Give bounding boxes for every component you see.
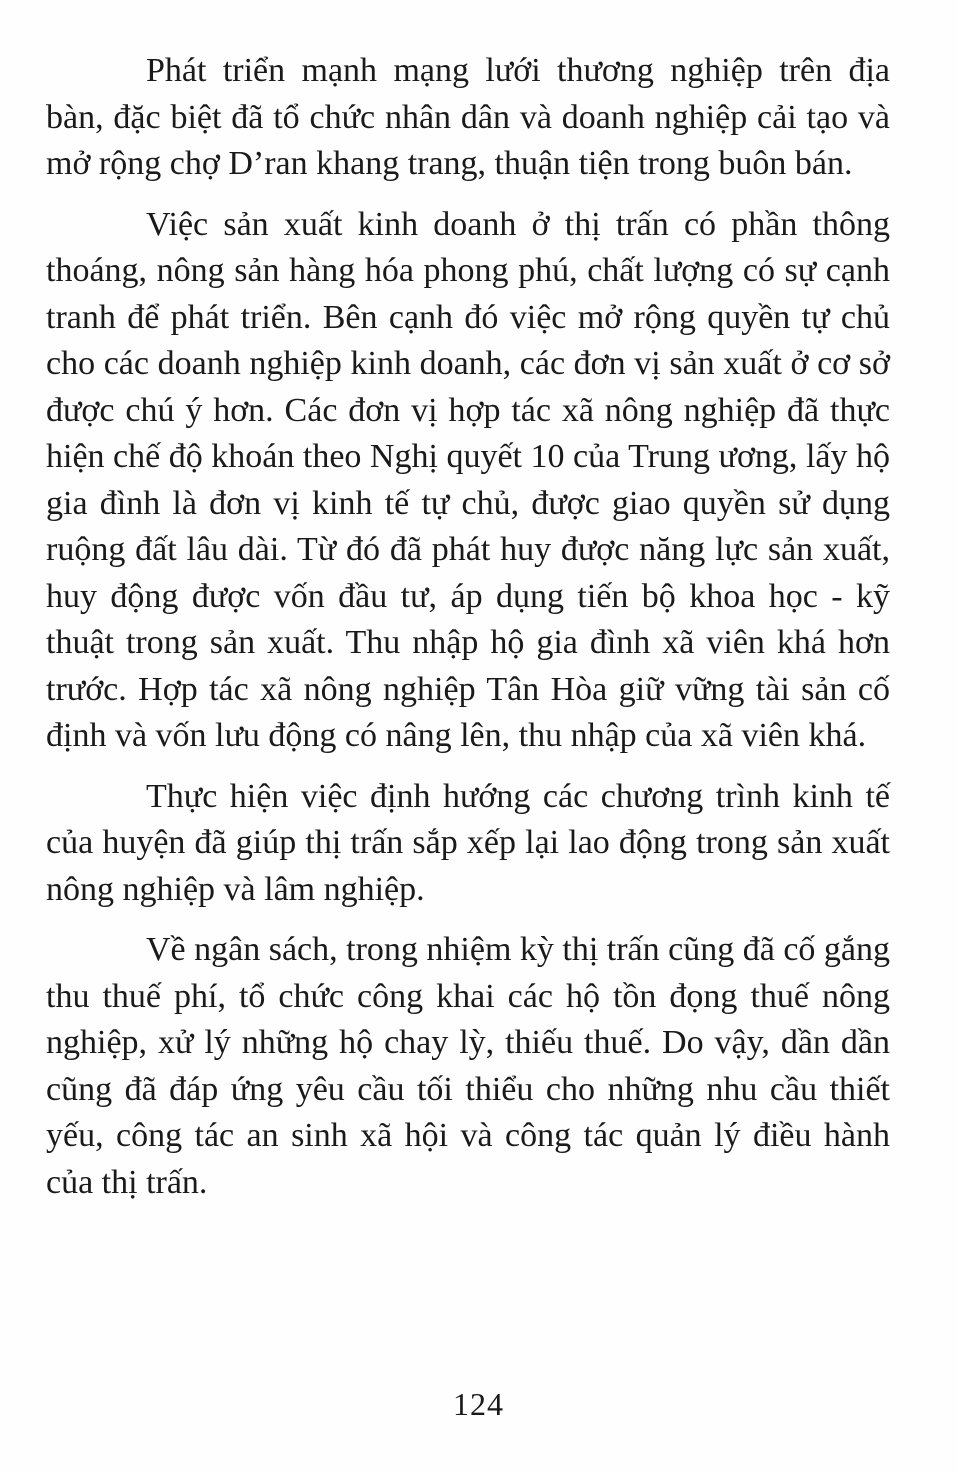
body-text [46,48,890,1220]
paragraph-budget: Về ngân sách, trong nhiệm kỳ thị trấn cũng đã cố gắng thu thuế phí, tổ chức công khai các hộ tồn đọng thuế nông nghiệp, xử lý những hộ chay lỳ, thiếu thuế. Do vậy, dần dần cũng đã đáp ứng yêu cầu tối thiểu cho những nhu cầu thiết yếu, công tác an sinh xã hội và công tác quản lý điều hành của thị trấn. [46,931,891,1201]
paragraph-business-production: Việc sản xuất kinh doanh ở thị trấn có phần thông thoáng, nông sản hàng hóa phong phú, chất lượng có sự cạnh tranh để phát triển. Bên cạnh đó việc mở rộng quyền tự chủ cho các doanh nghiệp kinh doanh, các đơn vị sản xuất ở cơ sở được chú ý hơn. Các đơn vị hợp tác xã nông nghiệp đã thực hiện chế độ khoán theo Nghị quyết 10 của Trung ương, lấy hộ gia đình là đơn vị kinh tế tự chủ, được giao quyền sử dụng ruộng đất lâu dài. Từ đó đã phát huy được năng lực sản xuất, huy động được vốn đầu tư, áp dụng tiến bộ khoa học - kỹ thuật trong sản xuất. Thu nhập hộ gia đình xã viên khá hơn trước. Hợp tác xã nông nghiệp Tân Hòa giữ vững tài sản cố định và vốn lưu động có nâng lên, thu nhập của xã viên khá. [46,205,890,754]
paragraph-market-network: Phát triển mạnh mạng lưới thương nghiệp trên địa bàn, đặc biệt đã tổ chức nhân dân và doanh nghiệp cải tạo và mở rộng chợ D’ran khang trang, thuận tiện trong buôn bán. [46,52,890,182]
page-number: 124 [453,1386,504,1422]
paragraph-economic-programs: Thực hiện việc định hướng các chương trình kinh tế của huyện đã giúp thị trấn sắp xếp lại lao động trong sản xuất nông nghiệp và lâm nghiệp. [46,777,890,908]
